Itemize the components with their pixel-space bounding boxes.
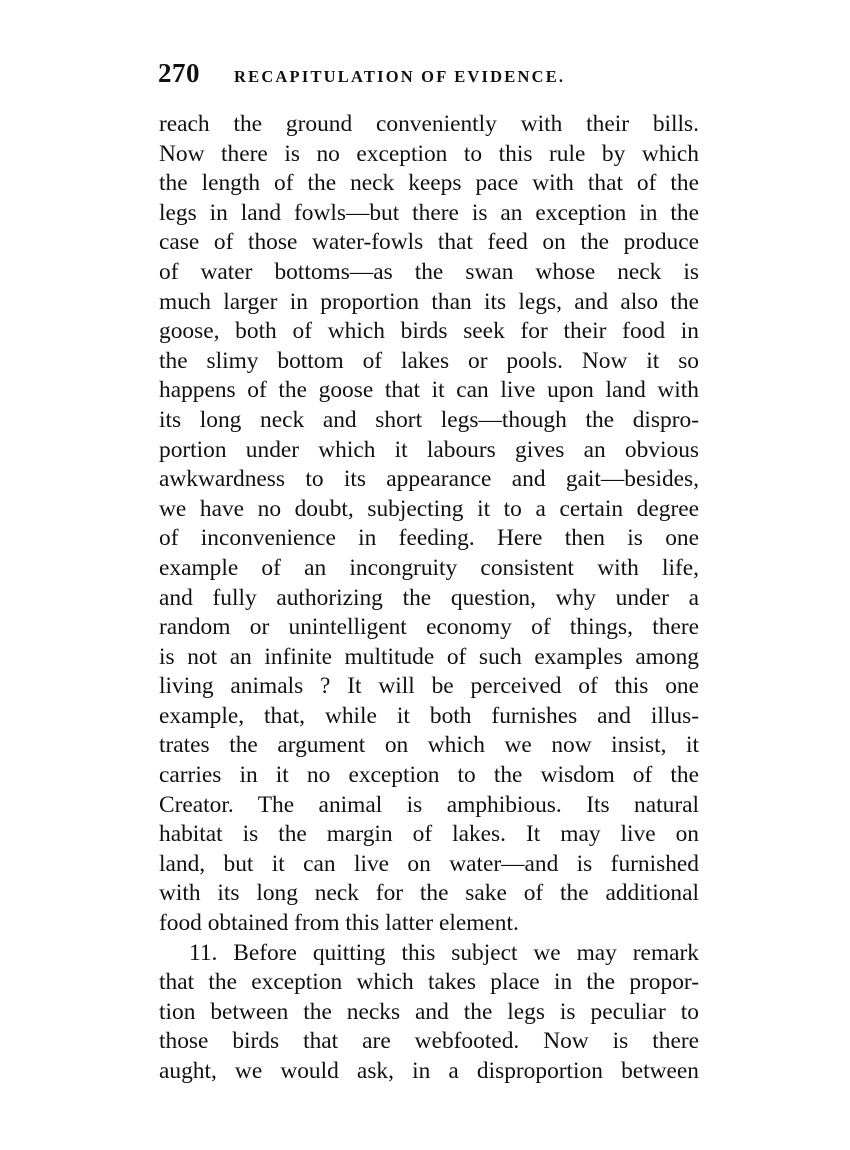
text-line: example of an incongruity consistent with life,: [159, 554, 699, 581]
text-line: the length of the neck keeps pace with that of the: [159, 170, 699, 197]
body-text: [159, 110, 699, 1087]
text-line: carries in it no exception to the wisdom of the: [159, 762, 699, 789]
text-line: with its long neck for the sake of the additional: [159, 880, 699, 907]
text-line: land, but it can live on water—and is furnished: [159, 850, 699, 877]
text-line: tion between the necks and the legs is peculiar to: [159, 998, 699, 1025]
text-line: living animals ? It will be perceived of this one: [159, 673, 699, 700]
text-line: of water bottoms—as the swan whose neck is: [159, 258, 699, 285]
text-line: Creator. The animal is amphibious. Its natural: [159, 791, 699, 818]
text-line: those birds that are webfooted. Now is there: [159, 1028, 699, 1055]
running-head: [158, 58, 718, 92]
text-line: and fully authorizing the question, why under a: [159, 584, 699, 611]
text-line: happens of the goose that it can live upon land with: [159, 377, 699, 404]
text-line: legs in land fowls—but there is an exception in the: [159, 199, 699, 226]
text-line: its long neck and short legs—though the dispro-: [159, 406, 699, 433]
text-line: example, that, while it both furnishes and illus-: [159, 702, 699, 729]
text-line: case of those water-fowls that feed on the produce: [159, 229, 699, 256]
text-line: random or unintelligent economy of things, there: [159, 614, 699, 641]
text-line: aught, we would ask, in a disproportion between: [159, 1058, 699, 1084]
text-line: habitat is the margin of lakes. It may live on: [159, 821, 699, 848]
text-line: reach the ground conveniently with their bills.: [159, 111, 699, 137]
text-line: goose, both of which birds seek for their food in: [159, 318, 699, 345]
paragraph-start-line: 11. Before quitting this subject we may remark: [189, 939, 699, 966]
text-line: that the exception which takes place in the propor-: [159, 969, 699, 996]
text-line: much larger in proportion than its legs, and also the: [159, 288, 699, 315]
page-number: 270: [158, 58, 200, 88]
text-line: the slimy bottom of lakes or pools. Now it so: [159, 347, 699, 374]
text-line: awkwardness to its appearance and gait—besides,: [159, 466, 699, 493]
text-line: portion under which it labours gives an obvious: [159, 436, 699, 463]
text-line: trates the argument on which we now insist, it: [159, 732, 699, 759]
running-title: RECAPITULATION OF EVIDENCE.: [234, 67, 566, 86]
text-line: Now there is no exception to this rule by which: [159, 140, 699, 167]
text-line: is not an infinite multitude of such examples among: [159, 643, 699, 670]
text-line: of inconvenience in feeding. Here then is one: [159, 525, 699, 552]
paragraph-last-line: food obtained from this latter element.: [159, 910, 519, 937]
text-line: we have no doubt, subjecting it to a certain degree: [159, 495, 699, 522]
